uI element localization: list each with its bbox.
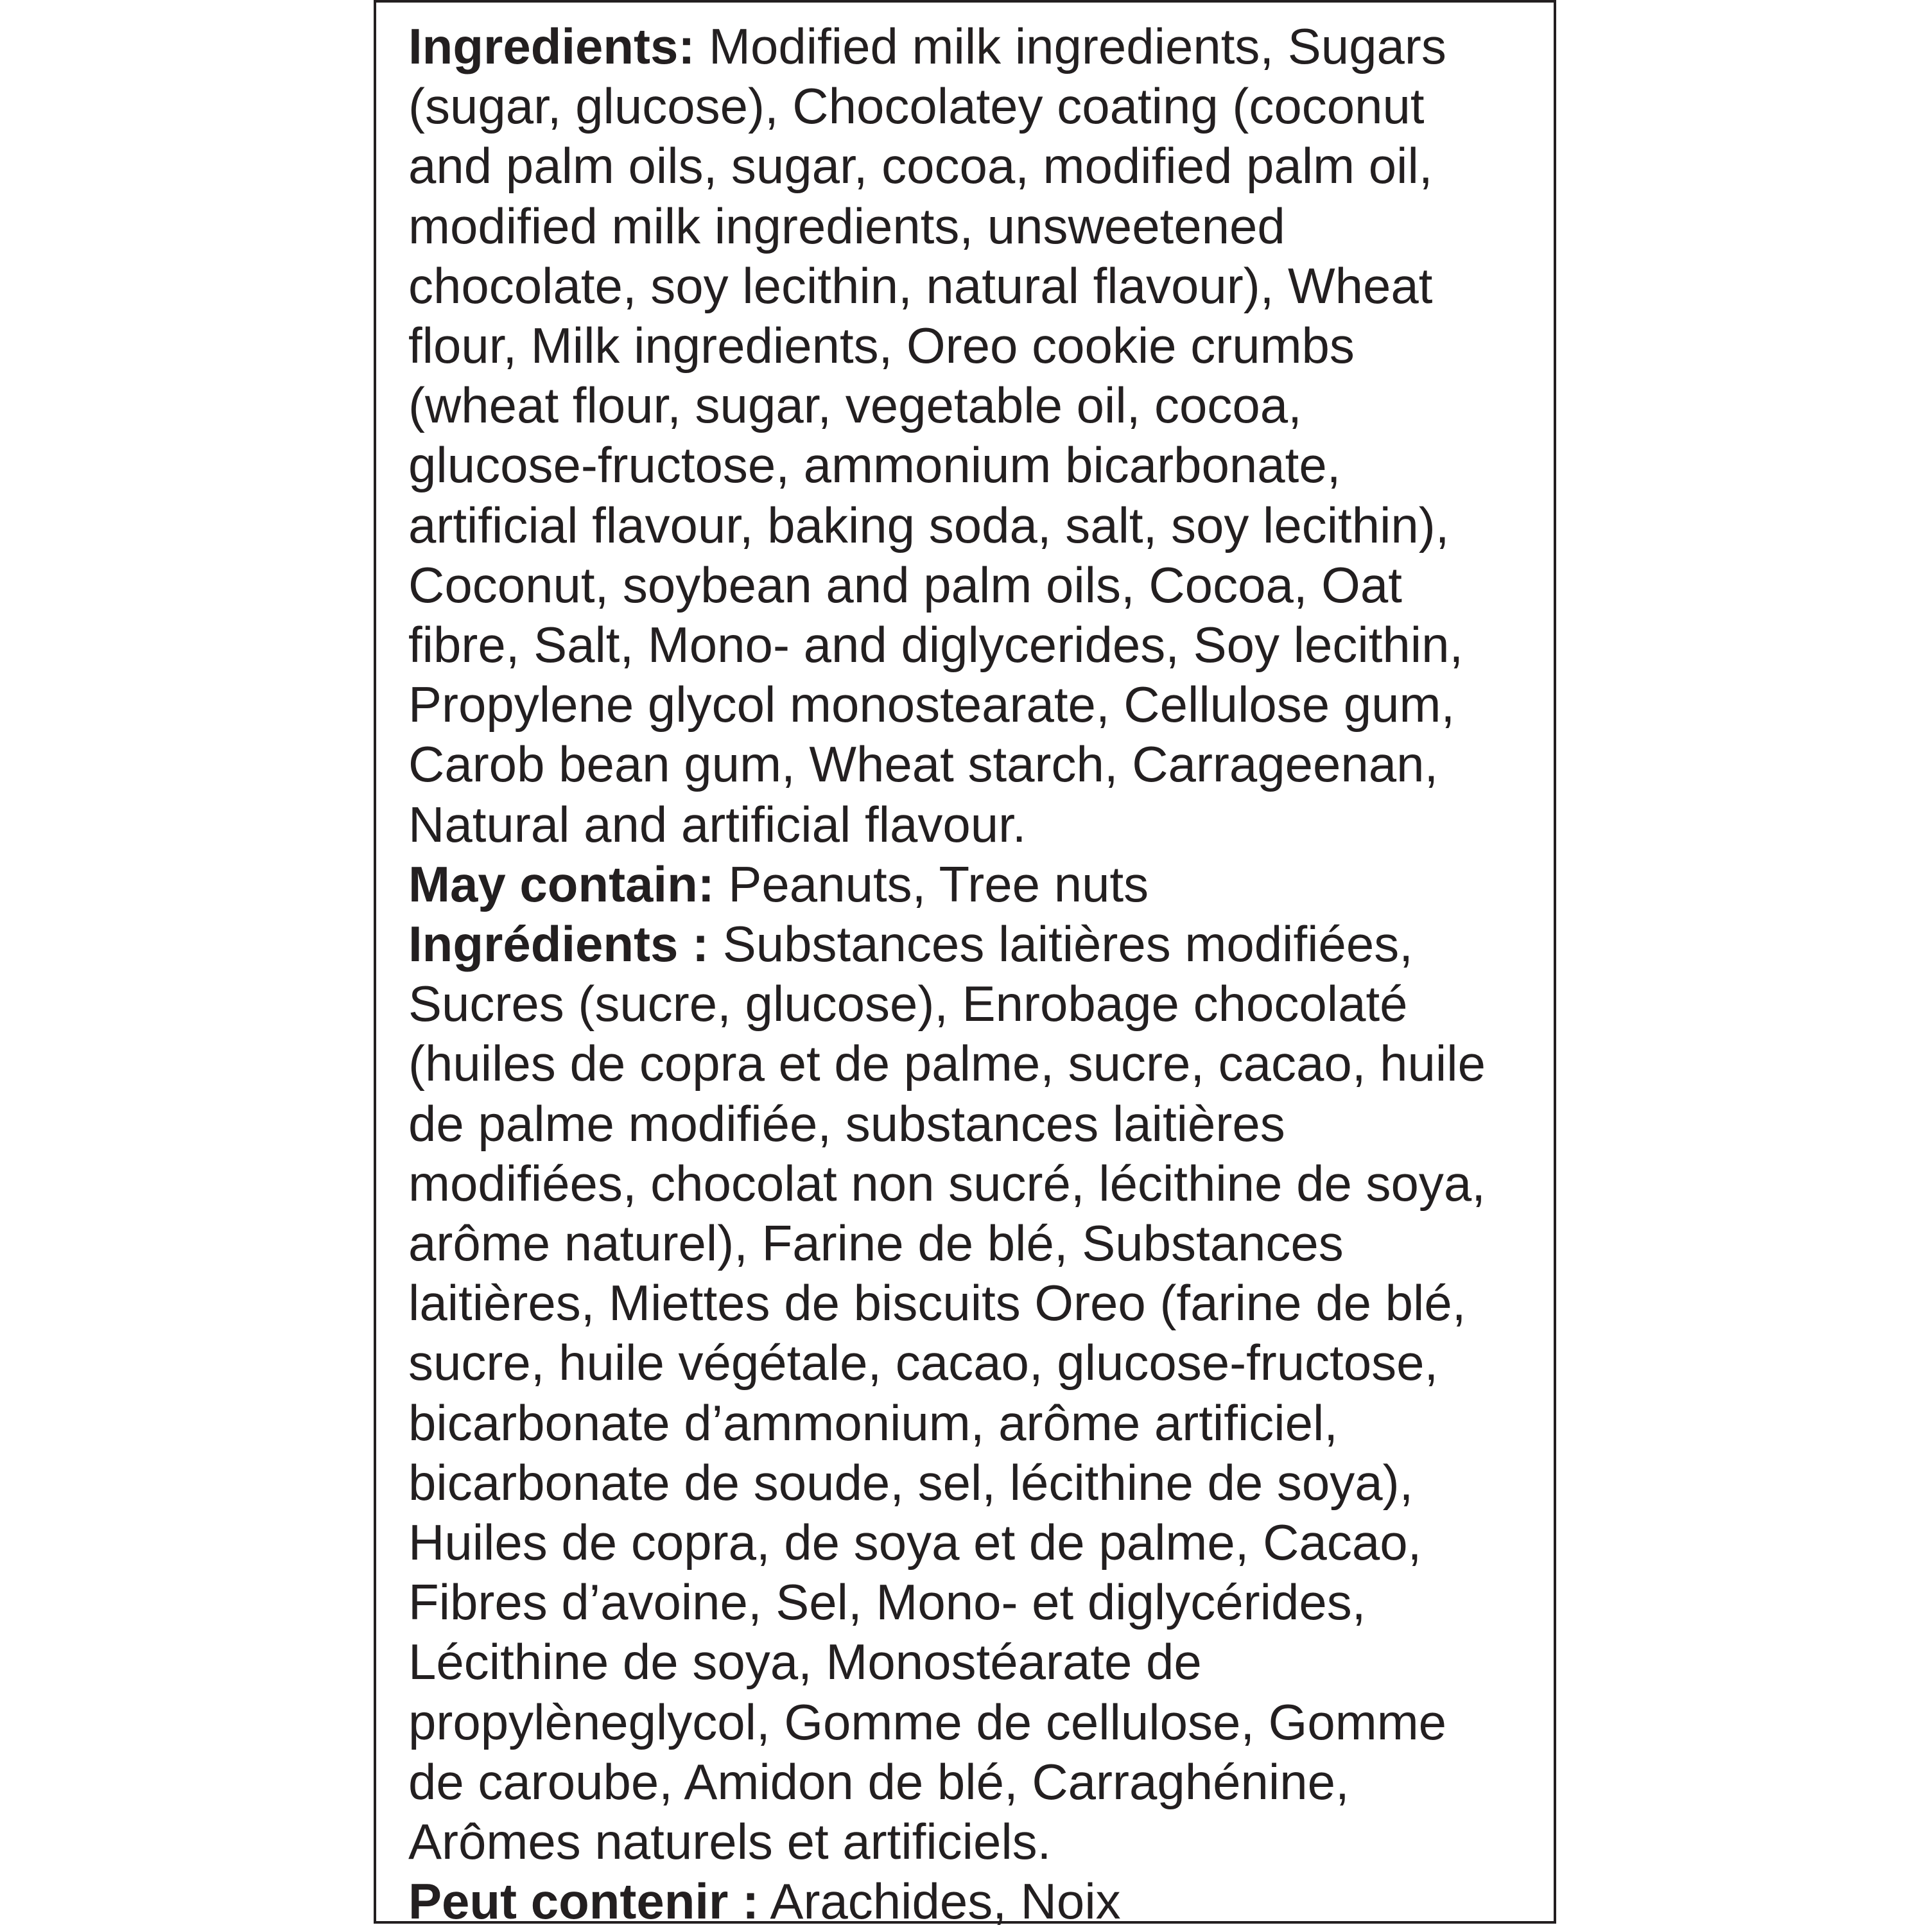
english-ingredients-line: Carob bean gum, Wheat starch, Carrageenan, bbox=[408, 736, 1439, 793]
french-ingredients-line: de caroube, Amidon de blé, Carraghénine, bbox=[408, 1753, 1349, 1810]
english-ingredients-line: Natural and artificial flavour. bbox=[408, 796, 1027, 853]
french-may-contain-line bbox=[408, 1872, 1557, 1931]
french-ingredients-line: Fibres d’avoine, Sel, Mono- et diglycérides, bbox=[408, 1574, 1366, 1631]
english-may-contain-label: May contain: bbox=[408, 855, 715, 912]
english-ingredients-line: (wheat flour, sugar, vegetable oil, cocoa, bbox=[408, 377, 1302, 434]
english-ingredients-line: Propylene glycol monostearate, Cellulose gum, bbox=[408, 676, 1455, 733]
french-ingredients-line: Sucres (sucre, glucose), Enrobage chocolaté bbox=[408, 975, 1408, 1032]
french-ingredients-first-line bbox=[408, 914, 1557, 974]
english-ingredients-line: artificial flavour, baking soda, salt, soy lecithin), bbox=[408, 496, 1450, 553]
english-ingredients-line: (sugar, glucose), Chocolatey coating (coconut bbox=[408, 78, 1425, 135]
english-may-contain-value: Peanuts, Tree nuts bbox=[714, 855, 1149, 912]
french-ingredients-line: propylèneglycol, Gomme de cellulose, Gomme bbox=[408, 1693, 1447, 1750]
french-ingredients-line: laitières, Miettes de biscuits Oreo (farine de blé, bbox=[408, 1275, 1466, 1332]
english-ingredients-heading: Ingredients: bbox=[408, 18, 695, 74]
french-ingredients-line: modifiées, chocolat non sucré, lécithine de soya, bbox=[408, 1154, 1486, 1212]
english-ingredients-line: fibre, Salt, Mono- and diglycerides, Soy lecithin, bbox=[408, 616, 1464, 674]
french-ingredients-line: Arômes naturels et artificiels. bbox=[408, 1813, 1052, 1870]
english-ingredients-line: Coconut, soybean and palm oils, Cocoa, Oat bbox=[408, 556, 1402, 613]
english-ingredients-line: flour, Milk ingredients, Oreo cookie crumbs bbox=[408, 317, 1355, 374]
french-ingredients-line: de palme modifiée, substances laitières bbox=[408, 1095, 1285, 1152]
french-ingredients-line: Huiles de copra, de soya et de palme, Cacao, bbox=[408, 1514, 1422, 1571]
english-ingredients-line: chocolate, soy lecithin, natural flavour), Wheat bbox=[408, 257, 1433, 314]
french-may-contain-value: Arachides, Noix bbox=[759, 1873, 1121, 1930]
french-ingredients-line: arôme naturel), Farine de blé, Substances bbox=[408, 1215, 1344, 1272]
english-may-contain-line bbox=[408, 855, 1557, 914]
french-ingredients-text: Substances laitières modifiées, bbox=[709, 916, 1413, 973]
english-ingredients-line: and palm oils, sugar, cocoa, modified palm oil, bbox=[408, 137, 1433, 195]
french-ingredients-line: sucre, huile végétale, cacao, glucose-fructose, bbox=[408, 1334, 1439, 1391]
ingredients-text-block bbox=[408, 17, 1557, 1932]
french-ingredients-line: bicarbonate de soude, sel, lécithine de soya), bbox=[408, 1454, 1414, 1511]
english-ingredients-line: modified milk ingredients, unsweetened bbox=[408, 197, 1285, 254]
french-ingredients-heading: Ingrédients : bbox=[408, 916, 709, 973]
french-ingredients-line: Lécithine de soya, Monostéarate de bbox=[408, 1633, 1202, 1691]
french-ingredients-line: bicarbonate d’ammonium, arôme artificiel, bbox=[408, 1394, 1338, 1451]
english-ingredients-first-line bbox=[408, 17, 1557, 76]
french-may-contain-label: Peut contenir : bbox=[408, 1873, 759, 1930]
english-ingredients-text: Modified milk ingredients, Sugars bbox=[695, 18, 1446, 74]
english-ingredients-line: glucose-fructose, ammonium bicarbonate, bbox=[408, 437, 1341, 494]
french-ingredients-line: (huiles de copra et de palme, sucre, cacao, huile bbox=[408, 1035, 1486, 1092]
ingredients-label-panel bbox=[374, 0, 1556, 1930]
